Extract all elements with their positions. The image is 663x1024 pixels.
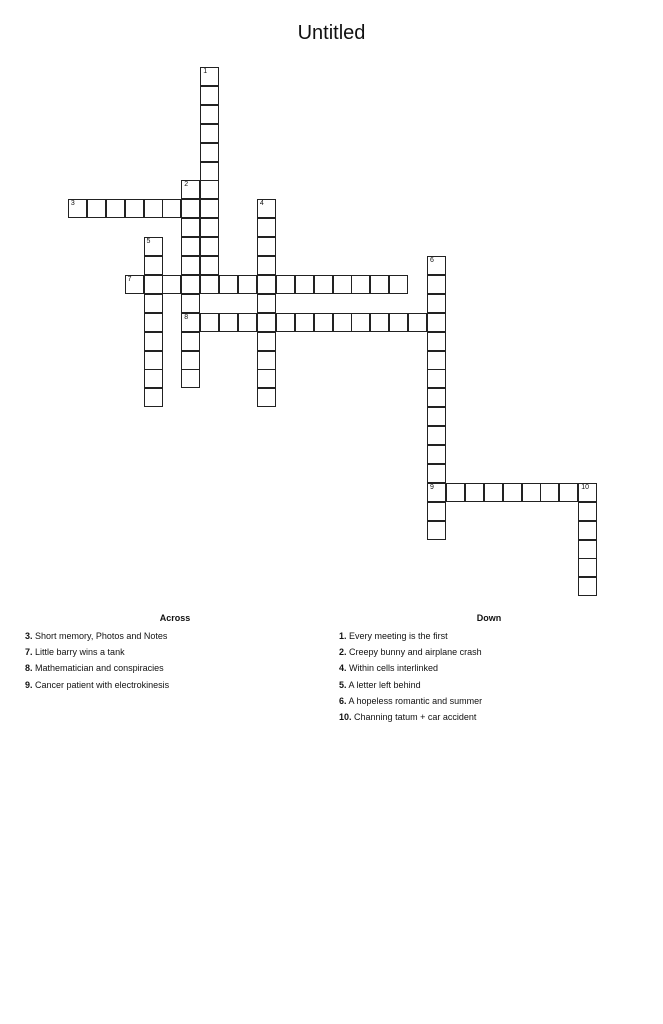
grid-cell[interactable]: [370, 313, 389, 332]
grid-cell[interactable]: [144, 294, 163, 313]
grid-cell[interactable]: [389, 313, 408, 332]
grid-cell[interactable]: [503, 483, 522, 502]
grid-cell[interactable]: [427, 275, 446, 294]
down-heading: Down: [476, 613, 502, 623]
grid-cell[interactable]: [144, 256, 163, 275]
grid-cell[interactable]: [257, 313, 276, 332]
grid-cell[interactable]: [200, 180, 219, 199]
grid-cell[interactable]: [257, 237, 276, 256]
clue-text: Cancer patient with electrokinesis: [35, 679, 170, 690]
grid-cell[interactable]: [333, 313, 352, 332]
clue-number: 8.: [25, 663, 33, 674]
clue-text: A hopeless romantic and summer: [348, 695, 483, 706]
cell-number: 7: [127, 275, 132, 283]
clue-down-5: [339, 677, 639, 693]
page-title: Untitled: [297, 22, 366, 44]
grid-cell[interactable]: [181, 256, 200, 275]
grid-cell[interactable]: [144, 388, 163, 407]
grid-cell[interactable]: [106, 199, 125, 218]
down-clues: [339, 613, 639, 725]
grid-cell[interactable]: [257, 256, 276, 275]
clue-text: Mathematician and conspiracies: [35, 663, 164, 674]
clue-across-3: [25, 628, 325, 644]
grid-cell[interactable]: [578, 521, 597, 540]
clue-down-4: [339, 660, 639, 676]
cell-number: 6: [430, 257, 434, 264]
grid-cell[interactable]: [427, 369, 446, 388]
grid-cell[interactable]: [144, 275, 163, 294]
grid-cell[interactable]: [181, 294, 200, 313]
grid-cell[interactable]: [522, 483, 541, 502]
grid-cell[interactable]: [181, 351, 200, 370]
grid-cell[interactable]: [87, 199, 106, 218]
grid-cell[interactable]: [200, 313, 219, 332]
clue-down-6: [339, 693, 639, 709]
grid-cell[interactable]: [181, 332, 200, 351]
cell-number: 1: [203, 68, 208, 75]
clue-number: 6.: [339, 695, 347, 706]
grid-cell[interactable]: [257, 351, 276, 370]
grid-cell[interactable]: [144, 351, 163, 370]
across-heading: Across: [159, 613, 191, 623]
grid-cell[interactable]: [257, 332, 276, 351]
grid-cell[interactable]: [200, 199, 219, 218]
grid-cell[interactable]: [295, 275, 314, 294]
grid-cell[interactable]: [578, 577, 597, 596]
clue-across-7: [25, 644, 325, 660]
grid-cell[interactable]: [200, 67, 219, 86]
clue-number: 7.: [25, 647, 33, 658]
grid-cell[interactable]: [578, 558, 597, 577]
clue-number: 1.: [339, 631, 347, 641]
cell-number: 4: [259, 200, 264, 208]
grid-cell[interactable]: [351, 275, 370, 294]
grid-cell[interactable]: [257, 275, 276, 294]
grid-cell[interactable]: [181, 218, 200, 237]
grid-cell[interactable]: [144, 369, 163, 388]
grid-cell[interactable]: [257, 199, 276, 218]
grid-cell[interactable]: [427, 332, 446, 351]
clue-across-8: [25, 660, 325, 676]
grid-cell[interactable]: [238, 275, 257, 294]
grid-cell[interactable]: [446, 483, 465, 502]
grid-cell[interactable]: [200, 218, 219, 237]
grid-cell[interactable]: [559, 483, 578, 502]
grid-cell[interactable]: [200, 105, 219, 124]
grid-cell[interactable]: [427, 388, 446, 407]
grid-cell[interactable]: [578, 502, 597, 521]
grid-cell[interactable]: [427, 407, 446, 426]
grid-cell[interactable]: [200, 237, 219, 256]
grid-cell[interactable]: [427, 445, 446, 464]
grid-cell[interactable]: [181, 237, 200, 256]
clue-number: 3.: [25, 631, 33, 641]
clue-across-9: [25, 677, 325, 693]
grid-cell[interactable]: [181, 275, 200, 294]
grid-cell[interactable]: [181, 369, 200, 388]
grid-cell[interactable]: [427, 313, 446, 332]
grid-cell[interactable]: [427, 426, 446, 445]
grid-cell[interactable]: [427, 294, 446, 313]
clue-number: 4.: [339, 663, 347, 674]
grid-cell[interactable]: [200, 143, 219, 162]
grid-cell[interactable]: [125, 199, 144, 218]
grid-cell[interactable]: [257, 218, 276, 237]
clue-number: 2.: [339, 647, 347, 658]
grid-cell[interactable]: [427, 521, 446, 540]
clue-text: Little barry wins a tank: [35, 647, 125, 658]
grid-cell[interactable]: [181, 199, 200, 218]
grid-cell[interactable]: [200, 256, 219, 275]
cell-number: 5: [146, 238, 151, 246]
grid-cell[interactable]: [408, 313, 427, 332]
grid-cell[interactable]: [540, 483, 559, 502]
grid-cell[interactable]: [295, 313, 314, 332]
grid-cell[interactable]: [257, 369, 276, 388]
across-clues: [25, 613, 325, 693]
grid-cell[interactable]: [219, 275, 238, 294]
grid-cell[interactable]: [257, 294, 276, 313]
grid-cell[interactable]: [578, 540, 597, 559]
clue-text: Channing tatum + car accident: [354, 711, 477, 722]
clue-down-10: [339, 709, 639, 725]
grid-cell[interactable]: [144, 332, 163, 351]
grid-cell[interactable]: [465, 483, 484, 502]
grid-cell[interactable]: [181, 180, 200, 199]
cell-number: 10: [581, 483, 589, 491]
clue-text: Short memory, Photos and Notes: [35, 631, 168, 641]
clue-number: 5.: [339, 679, 347, 690]
grid-cell[interactable]: [162, 275, 181, 294]
grid-cell[interactable]: [314, 313, 333, 332]
grid-cell[interactable]: [162, 199, 181, 218]
grid-cell[interactable]: [276, 275, 295, 294]
grid-cell[interactable]: [144, 313, 163, 332]
grid-cell[interactable]: [200, 275, 219, 294]
grid-cell[interactable]: [314, 275, 333, 294]
cell-number: 3: [70, 200, 75, 208]
cell-number: 2: [184, 181, 189, 189]
clue-text: Within cells interlinked: [349, 663, 439, 674]
grid-cell[interactable]: [370, 275, 389, 294]
grid-cell[interactable]: [125, 275, 144, 294]
grid-cell[interactable]: [144, 237, 163, 256]
cell-number: 8: [184, 313, 189, 321]
clue-text: Creepy bunny and airplane crash: [349, 647, 482, 658]
grid-cell[interactable]: [219, 313, 238, 332]
grid-cell[interactable]: [427, 502, 446, 521]
grid-cell[interactable]: [257, 388, 276, 407]
grid-cell[interactable]: [181, 313, 200, 332]
grid-cell[interactable]: [578, 483, 597, 502]
grid-cell[interactable]: [200, 124, 219, 143]
grid-cell[interactable]: [484, 483, 503, 502]
grid-cell[interactable]: [200, 162, 219, 181]
grid-cell[interactable]: [427, 256, 446, 275]
grid-cell[interactable]: [427, 351, 446, 370]
clue-down-2: [339, 644, 639, 660]
clue-down-1: [339, 628, 639, 644]
clue-number: 10.: [339, 711, 352, 722]
clue-number: 9.: [25, 679, 33, 690]
grid-cell[interactable]: [200, 86, 219, 105]
clue-text: Every meeting is the first: [349, 631, 448, 641]
grid-cell[interactable]: [144, 199, 163, 218]
grid-cell[interactable]: [427, 464, 446, 483]
grid-cell[interactable]: [276, 313, 295, 332]
grid-cell[interactable]: [351, 313, 370, 332]
grid-cell[interactable]: [389, 275, 408, 294]
grid-cell[interactable]: [333, 275, 352, 294]
clue-text: A letter left behind: [348, 679, 421, 690]
grid-cell[interactable]: [238, 313, 257, 332]
grid-cell[interactable]: [427, 483, 446, 502]
cell-number: 9: [430, 483, 434, 491]
grid-cell[interactable]: [68, 199, 87, 218]
